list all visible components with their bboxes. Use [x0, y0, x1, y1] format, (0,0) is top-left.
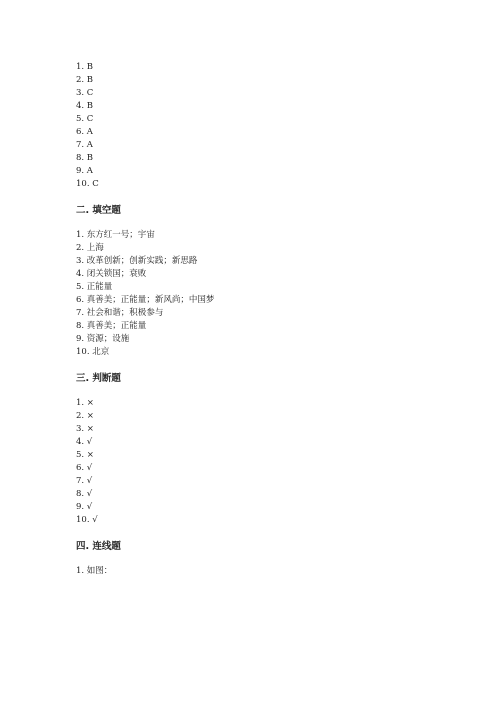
list-item: 3. × — [76, 424, 94, 434]
list-item: 1. 东方红一号；宇宙 — [76, 230, 155, 240]
list-item: 6. A — [76, 127, 93, 137]
list-item: 8. √ — [76, 489, 93, 499]
choice-answers-list — [76, 61, 456, 191]
section-heading-true-false: 三. 判断题 — [76, 373, 121, 384]
list-item: 6. 真善美；正能量；新风尚；中国梦 — [76, 295, 215, 305]
list-item: 9. A — [76, 166, 93, 176]
list-item: 4. 闭关锁国；衰败 — [76, 269, 147, 279]
list-item: 3. C — [76, 88, 94, 98]
list-item: 10. 北京 — [76, 347, 110, 357]
list-item: 10. C — [76, 179, 99, 189]
list-item: 4. B — [76, 101, 94, 111]
list-item: 1. B — [76, 62, 94, 72]
fill-blank-answers-list — [76, 229, 456, 359]
list-item: 3. 改革创新；创新实践；新思路 — [76, 256, 198, 266]
list-item: 7. A — [76, 140, 93, 150]
list-item: 8. B — [76, 153, 94, 163]
section-heading-matching: 四. 连线题 — [76, 541, 121, 552]
answer-document — [76, 61, 456, 578]
section-heading-fill-blank: 二. 填空题 — [76, 205, 121, 216]
list-item: 5. C — [76, 114, 94, 124]
list-item: 6. √ — [76, 463, 93, 473]
list-item: 7. 社会和谐；积极参与 — [76, 308, 164, 318]
list-item: 5. 正能量 — [76, 282, 113, 292]
list-item: 9. 资源；设施 — [76, 334, 130, 344]
list-item: 8. 真善美；正能量 — [76, 321, 147, 331]
list-item: 10. √ — [76, 515, 98, 525]
list-item: 1. 如图： — [76, 566, 113, 576]
list-item: 9. √ — [76, 502, 93, 512]
list-item: 5. × — [76, 450, 94, 460]
list-item: 2. × — [76, 411, 94, 421]
list-item: 2. 上海 — [76, 243, 104, 253]
list-item: 7. √ — [76, 476, 93, 486]
list-item: 1. × — [76, 398, 94, 408]
true-false-answers-list — [76, 397, 456, 527]
matching-answers-list — [76, 565, 456, 578]
list-item: 2. B — [76, 75, 94, 85]
list-item: 4. √ — [76, 437, 93, 447]
